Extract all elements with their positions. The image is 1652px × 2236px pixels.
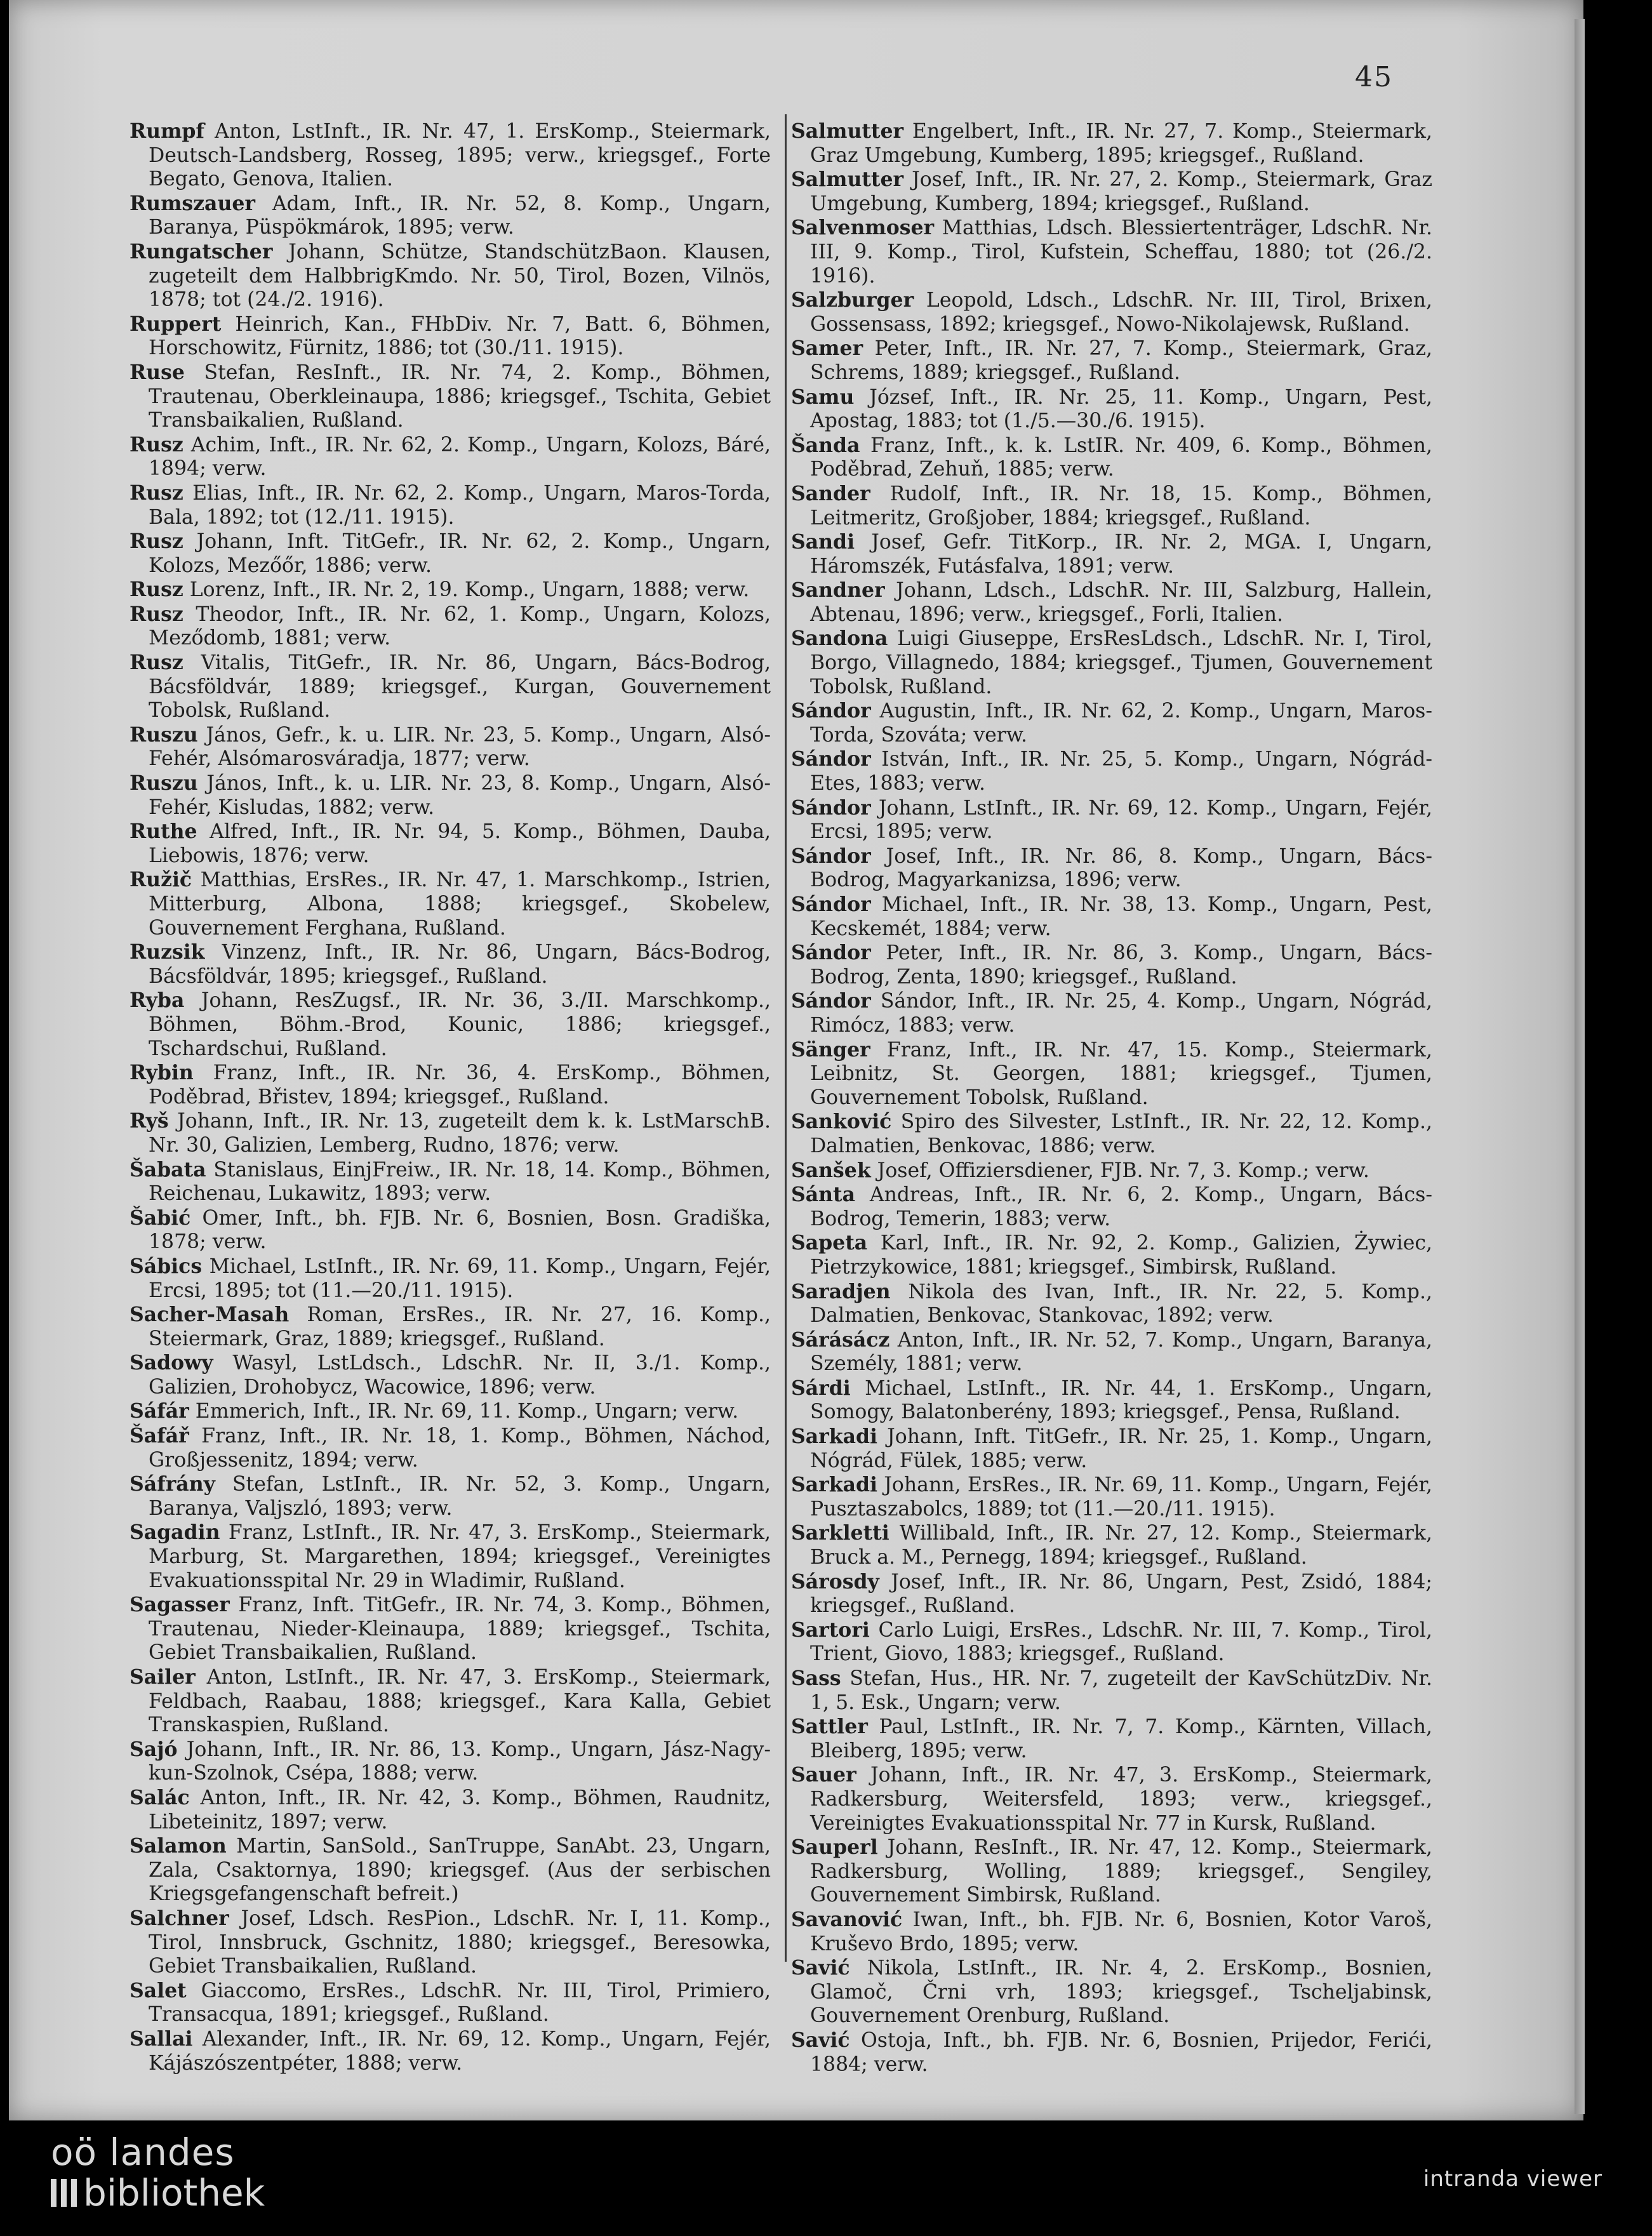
register-entry bbox=[130, 723, 771, 771]
entry-surname: Sartori bbox=[791, 1618, 870, 1642]
register-entry bbox=[791, 1521, 1432, 1569]
entry-details: Johann, Inft. TitGefr., IR. Nr. 62, 2. Komp., Ungarn, Kolozs, Mezőőr, 1886; verw. bbox=[149, 530, 771, 577]
register-entry bbox=[130, 1399, 771, 1424]
entry-details: Michael, LstInft., IR. Nr. 69, 11. Komp., Ungarn, Fejér, Ercsi, 1895; tot (11.—20./11. 1915). bbox=[149, 1254, 771, 1302]
register-entry bbox=[130, 1907, 771, 1979]
entry-details: Lorenz, Inft., IR. Nr. 2, 19. Komp., Ungarn, 1888; verw. bbox=[183, 578, 750, 602]
entry-details: Stefan, ResInft., IR. Nr. 74, 2. Komp., Böhmen, Trautenau, Oberkleinaupa, 1886; kriegsgef., Tschita, Gebiet Transbaikalien, Rußland. bbox=[149, 361, 771, 432]
entry-surname: Rusz bbox=[130, 651, 183, 675]
entry-surname: Sauer bbox=[791, 1763, 856, 1787]
entry-details: Engelbert, Inft., IR. Nr. 27, 7. Komp., Steiermark, Graz Umgebung, Kumberg, 1895; kriegsgef., Rußland. bbox=[810, 120, 1432, 167]
entry-details: Carlo Luigi, ErsRes., LdschR. Nr. III, 7. Komp., Tirol, Trient, Giovo, 1883; kriegsgef., Rußland. bbox=[810, 1618, 1432, 1666]
entry-surname: Ruppert bbox=[130, 312, 222, 336]
entry-details: Peter, Inft., IR. Nr. 27, 7. Komp., Steiermark, Graz, Schrems, 1889; kriegsgef., Rußland. bbox=[810, 337, 1432, 384]
entry-surname: Salamon bbox=[130, 1834, 227, 1858]
entry-details: Johann, ResInft., IR. Nr. 47, 12. Komp., Steiermark, Radkersburg, Wolling, 1889; kriegsgef., Sengiley, Gouvernement Simbirsk, Rußland. bbox=[810, 1836, 1432, 1907]
entry-surname: Sandona bbox=[791, 627, 888, 651]
register-entry bbox=[130, 2027, 771, 2075]
entry-surname: Sajó bbox=[130, 1737, 178, 1761]
entry-surname: Sárdi bbox=[791, 1376, 851, 1400]
entry-details: Josef, Inft., IR. Nr. 86, Ungarn, Pest, Zsidó, 1884; kriegsgef., Rußland. bbox=[810, 1570, 1432, 1618]
entry-details: Omer, Inft., bh. FJB. Nr. 6, Bosnien, Bosn. Gradiška, 1878; verw. bbox=[149, 1206, 771, 1254]
register-entry bbox=[791, 1038, 1432, 1110]
register-entry bbox=[130, 602, 771, 651]
entry-surname: Sándor bbox=[791, 893, 871, 916]
entry-surname: Sándor bbox=[791, 941, 871, 965]
entry-details: Emmerich, Inft., IR. Nr. 69, 11. Komp., Ungarn; verw. bbox=[189, 1400, 739, 1423]
register-entry bbox=[791, 1763, 1432, 1835]
register-entry bbox=[791, 1159, 1432, 1183]
register-entry bbox=[791, 844, 1432, 893]
register-entry bbox=[791, 288, 1432, 336]
entry-details: Vinzenz, Inft., IR. Nr. 86, Ungarn, Bács-Bodrog, Bácsföldvár, 1895; kriegsgef., Rußland. bbox=[149, 941, 771, 988]
entry-details: Vitalis, TitGefr., IR. Nr. 86, Ungarn, Bács-Bodrog, Bácsföldvár, 1889; kriegsgef., Kurgan, Gouvernement Tobolsk, Rußland. bbox=[149, 651, 771, 722]
entry-details: Nikola des Ivan, Inft., IR. Nr. 22, 5. Komp., Dalmatien, Benkovac, Stankovac, 1892; verw. bbox=[810, 1280, 1432, 1328]
entry-details: Anton, LstInft., IR. Nr. 47, 1. ErsKomp., Steiermark, Deutsch-Landsberg, Rosseg, 1895; verw., kriegsgef., Forte Begato, Genova, Italien. bbox=[149, 120, 771, 191]
entry-details: Michael, LstInft., IR. Nr. 44, 1. ErsKomp., Ungarn, Somogy, Balatonberény, 1893; kriegsgef., Pensa, Rußland. bbox=[810, 1376, 1432, 1424]
register-entry bbox=[791, 336, 1432, 385]
register-entry bbox=[130, 1061, 771, 1109]
register-entry bbox=[791, 2028, 1432, 2077]
entry-surname: Sass bbox=[791, 1667, 841, 1690]
register-entry bbox=[791, 1618, 1432, 1667]
register-entry bbox=[791, 1835, 1432, 1908]
entry-details: Alfred, Inft., IR. Nr. 94, 5. Komp., Böhmen, Dauba, Liebowis, 1876; verw. bbox=[149, 820, 771, 867]
entry-surname: Sapeta bbox=[791, 1231, 868, 1255]
register-entry bbox=[791, 216, 1432, 288]
entry-surname: Šanda bbox=[791, 433, 860, 457]
column-divider bbox=[785, 114, 787, 1962]
register-entry bbox=[791, 1376, 1432, 1425]
register-entry bbox=[130, 771, 771, 820]
register-entry bbox=[791, 1570, 1432, 1618]
entry-surname: Sagadin bbox=[130, 1521, 220, 1545]
entry-surname: Ruthe bbox=[130, 820, 197, 844]
entry-details: Spiro des Silvester, LstInft., IR. Nr. 22, 12. Komp., Dalmatien, Benkovac, 1886; verw. bbox=[810, 1110, 1432, 1157]
register-entry bbox=[791, 1231, 1432, 1279]
entry-details: Johann, Schütze, StandschützBaon. Klausen, zugeteilt dem HalbbrigKmdo. Nr. 50, Tirol, Bozen, Vilnös, 1878; tot (24./2. 1916). bbox=[149, 240, 771, 312]
entry-surname: Sallai bbox=[130, 2026, 193, 2051]
register-entry bbox=[130, 1979, 771, 2027]
entry-surname: Ruzsik bbox=[130, 940, 205, 964]
entry-details: Luigi Giuseppe, ErsResLdsch., LdschR. Nr. I, Tirol, Borgo, Villagnedo, 1884; kriegsgef., Tjumen, Gouvernement Tobolsk, Rußland. bbox=[810, 627, 1432, 698]
viewer-label: intranda viewer bbox=[1423, 2166, 1602, 2192]
register-entry bbox=[791, 1280, 1432, 1328]
entry-details: Johann, ResZugsf., IR. Nr. 36, 3./II. Marschkomp., Böhmen, Böhm.-Brod, Kounic, 1886; kriegsgef., Tschardschui, Rußland. bbox=[149, 989, 771, 1060]
entry-surname: Salvenmoser bbox=[791, 216, 935, 240]
register-entry bbox=[791, 1956, 1432, 2028]
entry-surname: Sacher-Masah bbox=[130, 1303, 290, 1327]
entry-details: Augustin, Inft., IR. Nr. 62, 2. Komp., Ungarn, Maros-Torda, Szováta; verw. bbox=[810, 700, 1432, 747]
entry-surname: Ruse bbox=[130, 360, 185, 384]
entry-surname: Samer bbox=[791, 336, 863, 361]
entry-details: Nikola, LstInft., IR. Nr. 4, 2. ErsKomp., Bosnien, Glamoč, Črni vrh, 1893; kriegsgef., Tscheljabinsk, Gouvernement Orenburg, Rußland. bbox=[810, 1957, 1432, 2028]
register-entry bbox=[130, 1424, 771, 1472]
entry-details: Josef, Gefr. TitKorp., IR. Nr. 2, MGA. I, Ungarn, Háromszék, Futásfalva, 1891; verw. bbox=[810, 531, 1432, 578]
register-entry bbox=[130, 240, 771, 312]
entry-details: Anton, Inft., IR. Nr. 52, 7. Komp., Ungarn, Baranya, Személy, 1881; verw. bbox=[810, 1328, 1432, 1376]
entry-details: Michael, Inft., IR. Nr. 38, 13. Komp., Ungarn, Pest, Kecskemét, 1884; verw. bbox=[810, 893, 1432, 940]
entry-surname: Ryš bbox=[130, 1109, 169, 1133]
entry-details: Peter, Inft., IR. Nr. 86, 3. Komp., Ungarn, Bács-Bodrog, Zenta, 1890; kriegsgef., Rußland. bbox=[810, 942, 1432, 988]
entry-surname: Sarkletti bbox=[791, 1521, 889, 1545]
entry-surname: Sánta bbox=[791, 1183, 856, 1207]
entry-surname: Sarkadi bbox=[791, 1425, 877, 1449]
entry-surname: Salmutter bbox=[791, 119, 904, 143]
register-entry bbox=[791, 747, 1432, 795]
register-entry bbox=[791, 1715, 1432, 1763]
register-entry bbox=[130, 119, 771, 192]
register-entry bbox=[791, 168, 1432, 216]
entry-details: Johann, Inft., IR. Nr. 13, zugeteilt dem k. k. LstMarschB. Nr. 30, Galizien, Lemberg, Rudno, 1876; verw. bbox=[149, 1110, 771, 1157]
entry-surname: Sárosdy bbox=[791, 1569, 879, 1594]
register-entry bbox=[791, 1110, 1432, 1158]
entry-surname: Salác bbox=[130, 1785, 190, 1809]
entry-surname: Sábics bbox=[130, 1254, 203, 1278]
register-entry bbox=[130, 1206, 771, 1254]
entry-surname: Sándor bbox=[791, 747, 871, 771]
register-entry bbox=[130, 868, 771, 940]
entry-surname: Salmutter bbox=[791, 168, 904, 192]
register-entry bbox=[130, 651, 771, 723]
register-entry bbox=[130, 1351, 771, 1399]
entry-details: Franz, LstInft., IR. Nr. 47, 3. ErsKomp., Steiermark, Marburg, St. Margarethen, 1894; kriegsgef., Vereinigtes Evakuationsspital Nr. 29 in Wladimir, Rußland. bbox=[149, 1521, 771, 1592]
entry-surname: Savanović bbox=[791, 1907, 903, 1931]
entry-surname: Rusz bbox=[130, 529, 183, 554]
entry-surname: Sandi bbox=[791, 530, 855, 554]
register-entry bbox=[791, 1328, 1432, 1376]
entry-surname: Rusz bbox=[130, 578, 183, 602]
entry-surname: Šabić bbox=[130, 1206, 191, 1230]
register-entry bbox=[791, 796, 1432, 844]
left-column bbox=[130, 119, 771, 2075]
entry-details: Johann, ErsRes., IR. Nr. 69, 11. Komp., Ungarn, Fejér, Pusztaszabolcs, 1889; tot (11.—20./11. 1915). bbox=[810, 1474, 1432, 1521]
entry-details: Franz, Inft., IR. Nr. 18, 1. Komp., Böhmen, Náchod, Großjessenitz, 1894; verw. bbox=[149, 1425, 771, 1472]
entry-details: Matthias, ErsRes., IR. Nr. 47, 1. Marschkomp., Istrien, Mitterburg, Albona, 1888; kriegsgef., Skobelew, Gouvernement Ferghana, Rußland. bbox=[149, 868, 771, 940]
entry-details: Wasyl, LstLdsch., LdschR. Nr. II, 3./1. Komp., Galizien, Drohobycz, Wacowice, 1896; verw. bbox=[149, 1352, 771, 1399]
register-entry bbox=[791, 1183, 1432, 1231]
register-entry bbox=[791, 699, 1432, 747]
entry-surname: Sándor bbox=[791, 844, 871, 868]
entry-surname: Sandner bbox=[791, 578, 885, 602]
entry-details: Iwan, Inft., bh. FJB. Nr. 6, Bosnien, Kotor Varoš, Kruševo Brdo, 1895; verw. bbox=[810, 1908, 1432, 1955]
entry-details: Josef, Offiziersdiener, FJB. Nr. 7, 3. Komp.; verw. bbox=[870, 1159, 1369, 1182]
entry-surname: Sándor bbox=[791, 795, 871, 820]
entry-details: Josef, Ldsch. ResPion., LdschR. Nr. I, 11. Komp., Tirol, Innsbruck, Gschnitz, 1880; kriegsgef., Beresowka, Gebiet Transbaikalien, Rußland. bbox=[149, 1907, 771, 1978]
page-number: 45 bbox=[1355, 61, 1393, 93]
register-entry bbox=[130, 578, 771, 602]
entry-surname: Savić bbox=[791, 2028, 850, 2052]
logo-line-2 bbox=[51, 2173, 265, 2213]
entry-surname: Salzburger bbox=[791, 288, 914, 312]
page-edge bbox=[1575, 19, 1585, 2114]
entry-surname: Sándor bbox=[791, 989, 871, 1013]
entry-details: Johann, Inft., IR. Nr. 86, 13. Komp., Ungarn, Jász-Nagy-kun-Szolnok, Csépa, 1888; verw. bbox=[149, 1738, 771, 1785]
entry-details: Willibald, Inft., IR. Nr. 27, 12. Komp., Steiermark, Bruck a. M., Pernegg, 1894; kriegsgef., Rußland. bbox=[810, 1522, 1432, 1569]
register-entry bbox=[130, 988, 771, 1061]
register-entry bbox=[791, 530, 1432, 578]
register-entry bbox=[791, 482, 1432, 530]
entry-details: Alexander, Inft., IR. Nr. 69, 12. Komp., Ungarn, Fejér, Kájászószentpéter, 1888; verw. bbox=[149, 2027, 771, 2075]
register-entry bbox=[130, 1521, 771, 1593]
logo-bars-icon bbox=[51, 2179, 77, 2207]
entry-surname: Šafář bbox=[130, 1424, 189, 1448]
entry-details: Franz, Inft., IR. Nr. 47, 15. Komp., Steiermark, Leibnitz, St. Georgen, 1881; kriegsgef., Tjumen, Gouvernement Tobolsk, Rußland. bbox=[810, 1038, 1432, 1109]
register-entry bbox=[791, 119, 1432, 168]
entry-details: István, Inft., IR. Nr. 25, 5. Komp., Ungarn, Nógrád-Etes, 1883; verw. bbox=[810, 748, 1432, 795]
register-entry bbox=[130, 481, 771, 529]
scanned-page bbox=[9, 0, 1583, 2120]
entry-surname: Saradjen bbox=[791, 1279, 891, 1303]
register-entry bbox=[791, 1908, 1432, 1956]
entry-surname: Sänger bbox=[791, 1037, 870, 1061]
entry-surname: Rusz bbox=[130, 432, 183, 456]
entry-details: Franz, Inft., IR. Nr. 36, 4. ErsKomp., Böhmen, Poděbrad, Břistev, 1894; kriegsgef., Rußland. bbox=[149, 1061, 771, 1108]
entry-surname: Ryba bbox=[130, 988, 185, 1013]
register-entry bbox=[130, 1665, 771, 1738]
entry-surname: Sarkadi bbox=[791, 1473, 877, 1497]
entry-details: Theodor, Inft., IR. Nr. 62, 1. Komp., Ungarn, Kolozs, Meződomb, 1881; verw. bbox=[149, 602, 771, 650]
entry-details: Johann, Ldsch., LdschR. Nr. III, Salzburg, Hallein, Abtenau, 1896; verw., kriegsgef., Forli, Italien. bbox=[810, 579, 1432, 626]
entry-surname: Ruszu bbox=[130, 722, 198, 747]
entry-details: Leopold, Ldsch., LdschR. Nr. III, Tirol, Brixen, Gossensass, 1892; kriegsgef., Nowo-Nikolajewsk, Rußland. bbox=[810, 289, 1432, 336]
library-logo bbox=[51, 2132, 265, 2213]
entry-surname: Sándor bbox=[791, 699, 871, 723]
entry-surname: Sattler bbox=[791, 1715, 868, 1739]
entry-details: Karl, Inft., IR. Nr. 92, 2. Komp., Galizien, Żywiec, Pietrzykowice, 1881; kriegsgef., Simbirsk, Rußland. bbox=[810, 1232, 1432, 1279]
entry-details: Anton, LstInft., IR. Nr. 47, 3. ErsKomp., Steiermark, Feldbach, Raabau, 1888; kriegsgef., Kara Kalla, Gebiet Transkaspien, Rußland. bbox=[149, 1666, 771, 1737]
register-entry bbox=[130, 433, 771, 481]
register-entry bbox=[791, 434, 1432, 482]
entry-surname: Sadowy bbox=[130, 1351, 213, 1375]
register-entry bbox=[130, 1109, 771, 1157]
entry-surname: Sáfár bbox=[130, 1399, 189, 1423]
register-entry bbox=[130, 1738, 771, 1786]
entry-details: Elias, Inft., IR. Nr. 62, 2. Komp., Ungarn, Maros-Torda, Bala, 1892; tot (12./11. 1915). bbox=[149, 481, 771, 529]
entry-details: Franz, Inft., k. k. LstIR. Nr. 409, 6. Komp., Böhmen, Poděbrad, Zehuň, 1885; verw. bbox=[810, 434, 1432, 481]
register-entry bbox=[791, 385, 1432, 434]
entry-details: Adam, Inft., IR. Nr. 52, 8. Komp., Ungarn, Baranya, Püspökmárok, 1895; verw. bbox=[149, 192, 771, 239]
register-entry bbox=[791, 989, 1432, 1037]
entry-details: Johann, LstInft., IR. Nr. 69, 12. Komp., Ungarn, Fejér, Ercsi, 1895; verw. bbox=[810, 796, 1432, 844]
entry-surname: Ružič bbox=[130, 868, 192, 892]
entry-details: János, Inft., k. u. LIR. Nr. 23, 8. Komp., Ungarn, Alsó-Fehér, Kisludas, 1882; verw. bbox=[149, 772, 771, 819]
entry-details: Johann, Inft., IR. Nr. 47, 3. ErsKomp., Steiermark, Radkersburg, Weitersfeld, 1893; verw., kriegsgef., Vereinigtes Evakuationsspital Nr. 77 in Kursk, Rußland. bbox=[810, 1764, 1432, 1835]
entry-details: Josef, Inft., IR. Nr. 86, 8. Komp., Ungarn, Bács-Bodrog, Magyarkanizsa, 1896; verw. bbox=[810, 844, 1432, 892]
entry-surname: Šabata bbox=[130, 1157, 206, 1181]
entry-surname: Savić bbox=[791, 1956, 850, 1980]
entry-surname: Sanšek bbox=[791, 1158, 871, 1182]
entry-surname: Sailer bbox=[130, 1665, 196, 1689]
register-entry bbox=[130, 940, 771, 988]
entry-surname: Rungatscher bbox=[130, 239, 273, 263]
entry-details: Matthias, Ldsch. Blessiertenträger, LdschR. Nr. III, 9. Komp., Tirol, Kufstein, Scheffau, 1880; tot (26./2. 1916). bbox=[810, 216, 1432, 288]
entry-details: Paul, LstInft., IR. Nr. 7, 7. Komp., Kärnten, Villach, Bleiberg, 1895; verw. bbox=[810, 1715, 1432, 1762]
entry-surname: Rybin bbox=[130, 1061, 194, 1085]
entry-details: Stanislaus, EinjFreiw., IR. Nr. 18, 14. Komp., Böhmen, Reichenau, Lukawitz, 1893; verw. bbox=[149, 1158, 771, 1206]
entry-details: Johann, Inft. TitGefr., IR. Nr. 25, 1. Komp., Ungarn, Nógrád, Fülek, 1885; verw. bbox=[810, 1425, 1432, 1472]
register-entry bbox=[791, 1425, 1432, 1473]
entry-surname: Sáfrány bbox=[130, 1472, 215, 1496]
register-entry bbox=[130, 1254, 771, 1303]
entry-surname: Rusz bbox=[130, 602, 183, 626]
entry-surname: Sander bbox=[791, 481, 870, 505]
register-entry bbox=[130, 1786, 771, 1834]
entry-surname: Rumszauer bbox=[130, 191, 255, 215]
entry-surname: Sagasser bbox=[130, 1593, 230, 1617]
right-column bbox=[791, 119, 1432, 2077]
register-entry bbox=[130, 1593, 771, 1665]
entry-details: József, Inft., IR. Nr. 25, 11. Komp., Ungarn, Pest, Apostag, 1883; tot (1./5.—30./6. 1915). bbox=[810, 385, 1432, 433]
entry-details: Martin, SanSold., SanTruppe, SanAbt. 23, Ungarn, Zala, Csaktornya, 1890; kriegsgef. (Aus der serbischen Kriegsgefangenschaft befreit.) bbox=[149, 1835, 771, 1906]
entry-details: Roman, ErsRes., IR. Nr. 27, 16. Komp., Steiermark, Graz, 1889; kriegsgef., Rußland. bbox=[149, 1303, 771, 1350]
register-entry bbox=[791, 941, 1432, 989]
register-entry bbox=[130, 361, 771, 433]
register-entry bbox=[130, 1158, 771, 1206]
entry-details: Franz, Inft. TitGefr., IR. Nr. 74, 3. Komp., Böhmen, Trautenau, Nieder-Kleinaupa, 1889; kriegsgef., Tschita, Gebiet Transbaikalien, Rußland. bbox=[149, 1594, 771, 1665]
entry-surname: Samu bbox=[791, 385, 855, 409]
entry-surname: Rumpf bbox=[130, 119, 204, 143]
entry-details: János, Gefr., k. u. LIR. Nr. 23, 5. Komp., Ungarn, Alsó-Fehér, Alsómarosváradja, 1877; verw. bbox=[149, 723, 771, 771]
register-entry bbox=[791, 627, 1432, 699]
entry-details: Heinrich, Kan., FHbDiv. Nr. 7, Batt. 6, Böhmen, Horschowitz, Fürnitz, 1886; tot (30./11. 1915). bbox=[149, 312, 771, 360]
entry-surname: Sárásácz bbox=[791, 1328, 890, 1352]
entry-details: Giaccomo, ErsRes., LdschR. Nr. III, Tirol, Primiero, Transacqua, 1891; kriegsgef., Rußland. bbox=[149, 1979, 771, 2026]
entry-details: Achim, Inft., IR. Nr. 62, 2. Komp., Ungarn, Kolozs, Báré, 1894; verw. bbox=[149, 433, 771, 481]
entry-details: Ostoja, Inft., bh. FJB. Nr. 6, Bosnien, Prijedor, Ferići, 1884; verw. bbox=[810, 2028, 1432, 2076]
register-entry bbox=[130, 1303, 771, 1351]
entry-details: Sándor, Inft., IR. Nr. 25, 4. Komp., Ungarn, Nógrád, Rimócz, 1883; verw. bbox=[810, 990, 1432, 1037]
entry-details: Stefan, Hus., HR. Nr. 7, zugeteilt der KavSchützDiv. Nr. 1, 5. Esk., Ungarn; verw. bbox=[810, 1667, 1432, 1714]
entry-details: Anton, Inft., IR. Nr. 42, 3. Komp., Böhmen, Raudnitz, Libeteinitz, 1897; verw. bbox=[149, 1786, 771, 1833]
entry-surname: Rusz bbox=[130, 481, 183, 505]
entry-surname: Salchner bbox=[130, 1906, 229, 1930]
register-entry bbox=[791, 1667, 1432, 1715]
entry-details: Rudolf, Inft., IR. Nr. 18, 15. Komp., Böhmen, Leitmeritz, Großjober, 1884; kriegsgef., Rußland. bbox=[810, 482, 1432, 529]
register-entry bbox=[130, 192, 771, 240]
entry-surname: Sauperl bbox=[791, 1835, 878, 1860]
logo-line-2-text: bibliothek bbox=[83, 2171, 265, 2214]
entry-details: Stefan, LstInft., IR. Nr. 52, 3. Komp., Ungarn, Baranya, Valjszló, 1893; verw. bbox=[149, 1473, 771, 1520]
register-entry bbox=[791, 1473, 1432, 1521]
entry-surname: Ruszu bbox=[130, 771, 198, 795]
register-entry bbox=[130, 529, 771, 578]
entry-surname: Salet bbox=[130, 1978, 187, 2002]
entry-details: Josef, Inft., IR. Nr. 27, 2. Komp., Steiermark, Graz Umgebung, Kumberg, 1894; kriegsgef., Rußland. bbox=[810, 168, 1432, 215]
register-entry bbox=[791, 893, 1432, 941]
logo-line-1: oö landes bbox=[51, 2131, 235, 2174]
register-entry bbox=[130, 820, 771, 868]
register-entry bbox=[130, 1834, 771, 1907]
entry-surname: Sanković bbox=[791, 1110, 892, 1134]
register-entry bbox=[130, 312, 771, 361]
register-entry bbox=[130, 1472, 771, 1521]
register-entry bbox=[791, 578, 1432, 627]
entry-details: Andreas, Inft., IR. Nr. 6, 2. Komp., Ungarn, Bács-Bodrog, Temerin, 1883; verw. bbox=[810, 1183, 1432, 1230]
